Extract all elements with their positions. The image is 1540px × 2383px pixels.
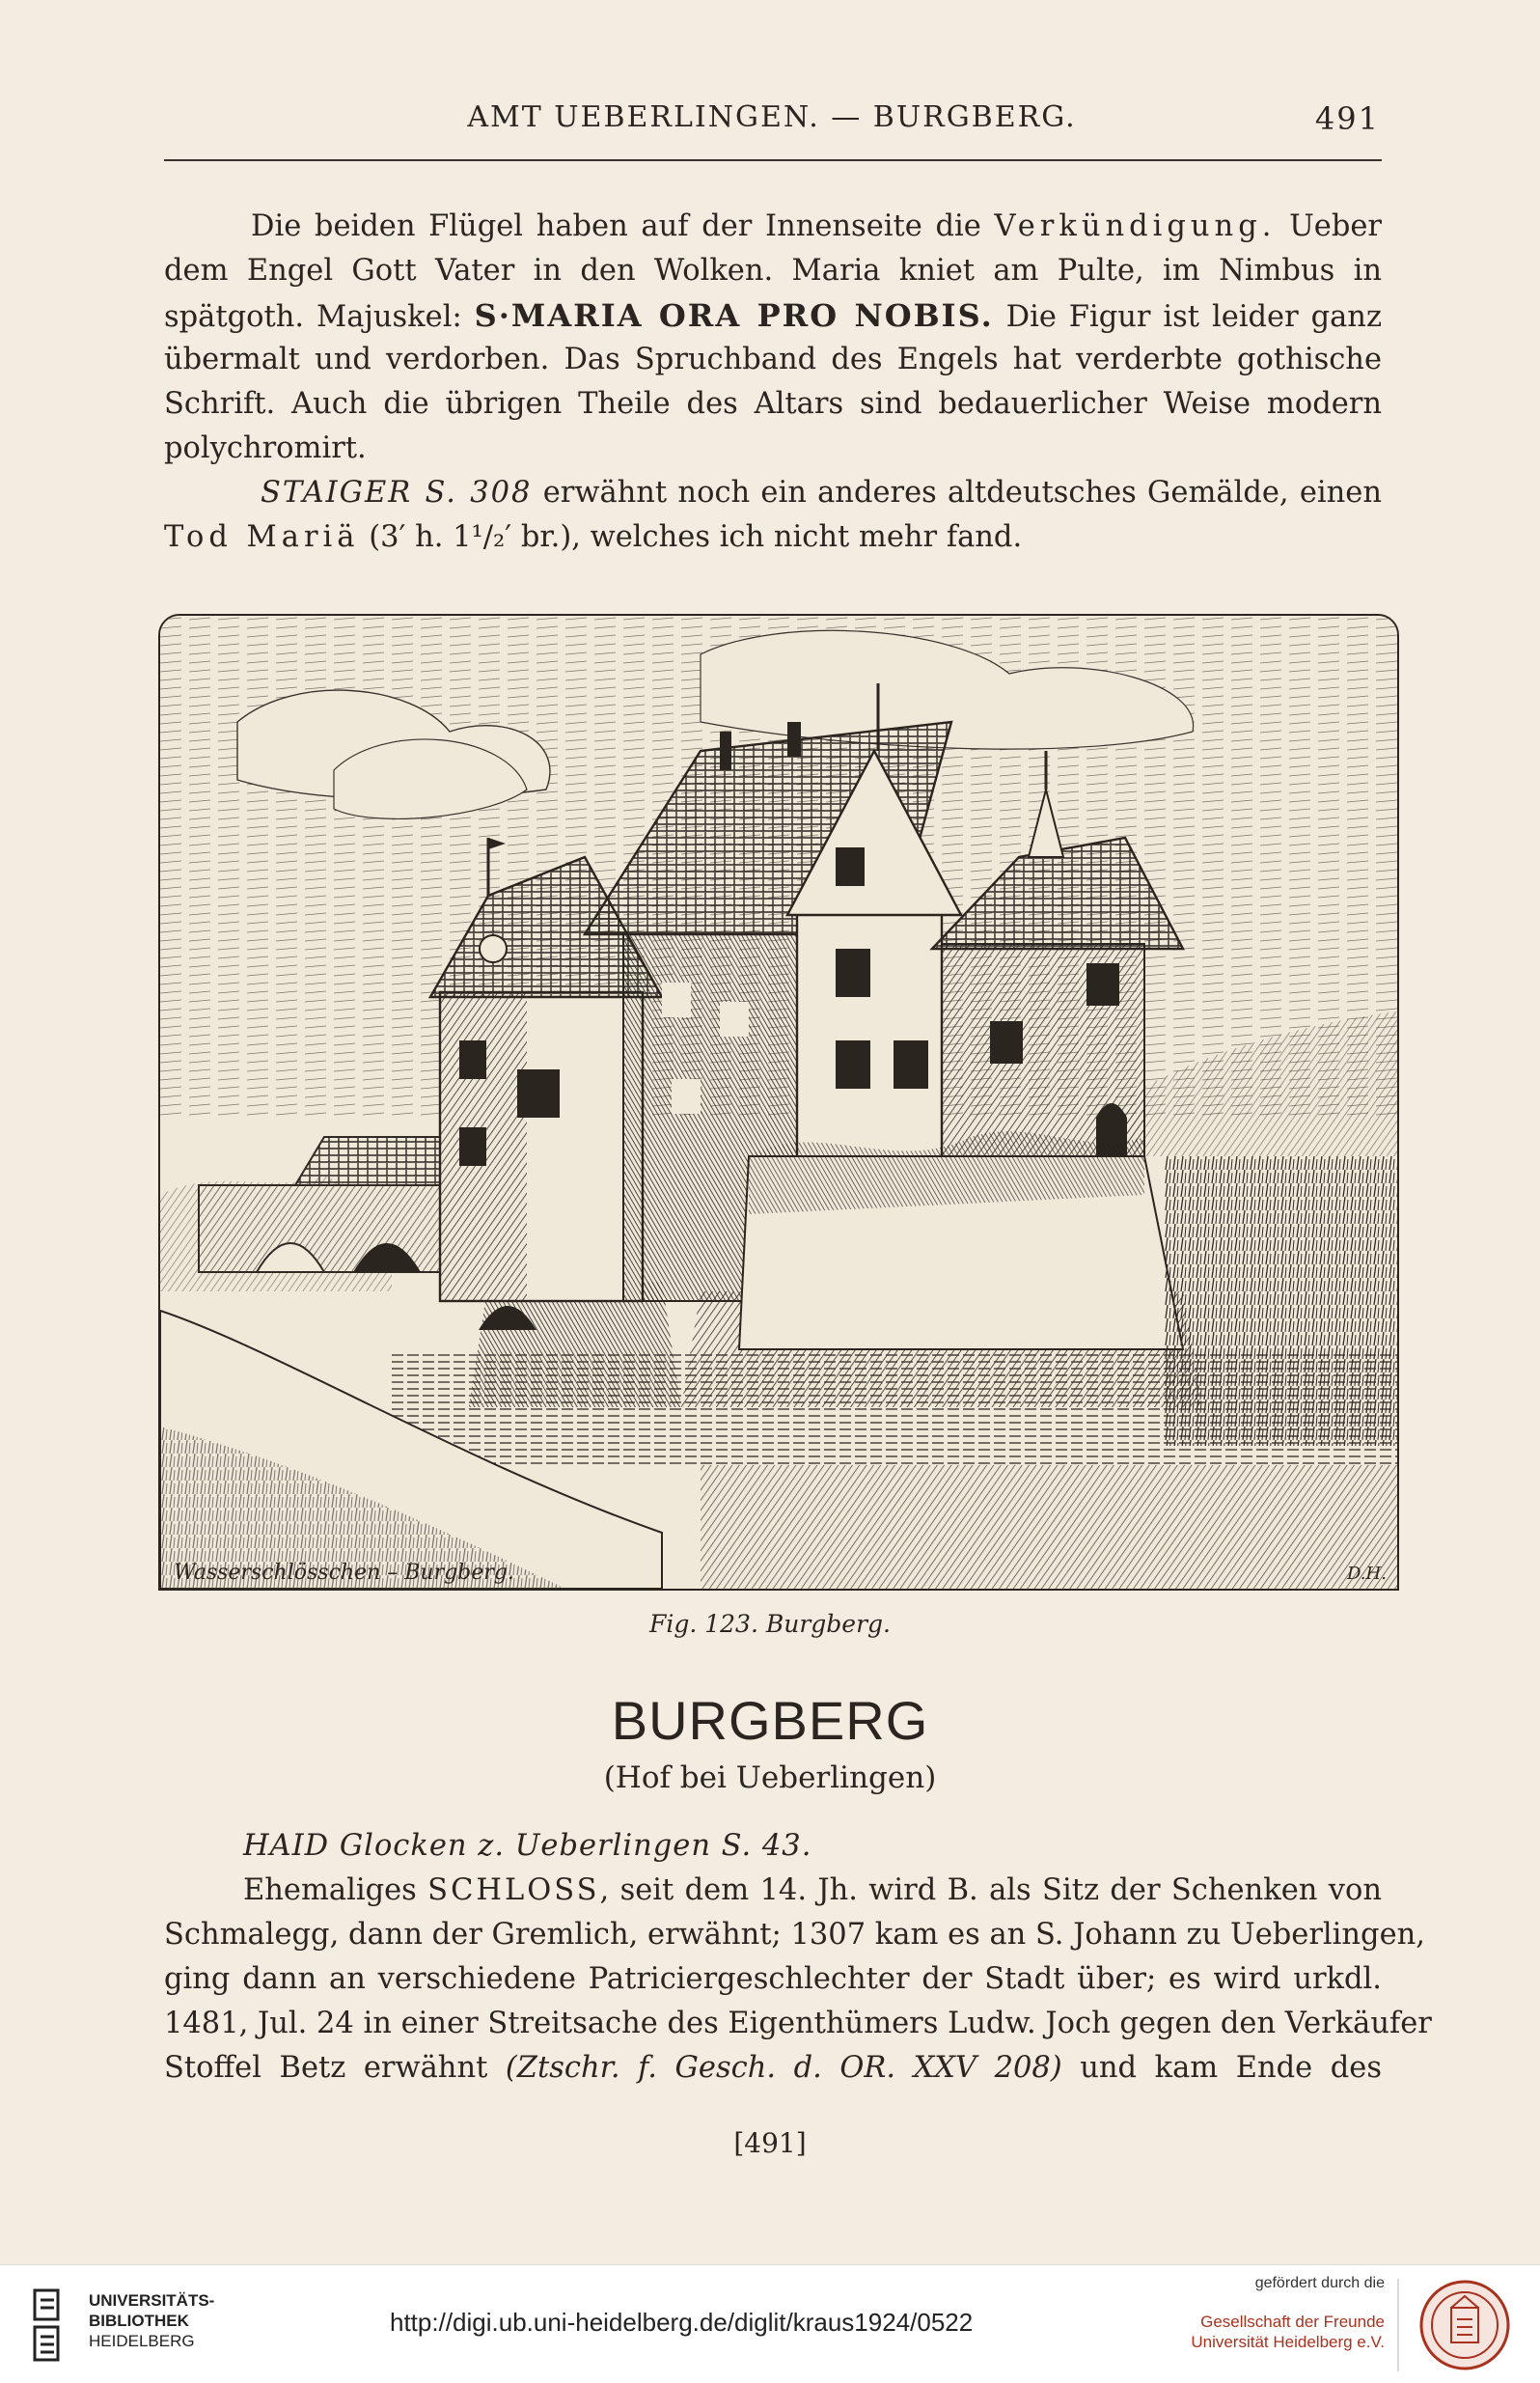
artist-signature: Wasserschlösschen – Burgberg. <box>174 1561 514 1585</box>
running-title: AMT UEBERLINGEN. — BURGBERG. <box>467 100 1077 134</box>
section-title: BURGBERG <box>611 1690 929 1751</box>
section-subtitle: (Hof bei Ueberlingen) <box>603 1760 937 1795</box>
castle-illustration <box>158 614 1399 1591</box>
paragraph-altar: Die beiden Flügel haben auf der Innenseite die Verkündigung. Ueber dem Engel Gott Vater in den Wolken. Maria kniet am Pulte, im Nimbus in spätgoth. Majuskel: S·MARIA ORA PRO NOBIS. Die Figur ist leider ganz übermalt und verdorben. Das Spruchband des Engels hat verderbte gothische Schrift. Auch die übrigen Theile des Altars sind bedauerlicher Weise modern polychromirt. <box>164 209 1383 465</box>
digital-library-footer <box>0 2264 1540 2383</box>
artist-monogram: D.H. <box>1347 1564 1387 1584</box>
source-url-link[interactable]: http://digi.ub.uni-heidelberg.de/diglit/kraus1924/0522 <box>390 2308 974 2337</box>
figure-caption: Fig. 123. Burgberg. <box>649 1610 891 1638</box>
footer-divider <box>1397 2279 1399 2371</box>
header-rule <box>164 159 1382 161</box>
paragraph-schloss: Ehemaliges SCHLOSS, seit dem 14. Jh. wird B. als Sitz der Schenken von Schmalegg, dann der Gremlich, erwähnt; 1307 kam es an S. Johann zu Ueberlingen, ging dann an verschiedene Patriciergeschlechter der Stadt über; es wird urkdl. 1481, Jul. 24 in einer Streitsache des Eigenthümers Ludw. Joch gegen den Verkäufer Stoffel Betz erwähnt (Ztschr. f. Gesch. d. OR. XXV 208) und kam Ende des <box>164 1873 1432 2085</box>
paragraph-staiger: STAIGER S. 308 erwähnt noch ein anderes altdeutsches Gemälde, einen Tod Mariä (3′ h. 1¹/₂′ br.), welches ich nicht mehr fand. <box>164 476 1382 554</box>
paragraph-haid: HAID Glocken z. Ueberlingen S. 43. <box>243 1829 812 1863</box>
page-number: [491] <box>733 2127 807 2159</box>
header-page-number: 491 <box>1314 100 1380 137</box>
sponsor-block[interactable]: gefördert durch die Gesellschaft der Freunde Universität Heidelberg e.V. <box>1191 2275 1385 2351</box>
majuscule-inscription: S·MARIA ORA PRO NOBIS. <box>474 297 994 334</box>
university-library-logo-icon[interactable] <box>31 2281 83 2368</box>
university-seal-icon[interactable] <box>1418 2279 1511 2371</box>
castle-drawing <box>160 616 1397 1589</box>
running-header <box>164 100 1380 149</box>
library-name[interactable]: UNIVERSITÄTS- BIBLIOTHEK HEIDELBERG <box>89 2291 215 2350</box>
